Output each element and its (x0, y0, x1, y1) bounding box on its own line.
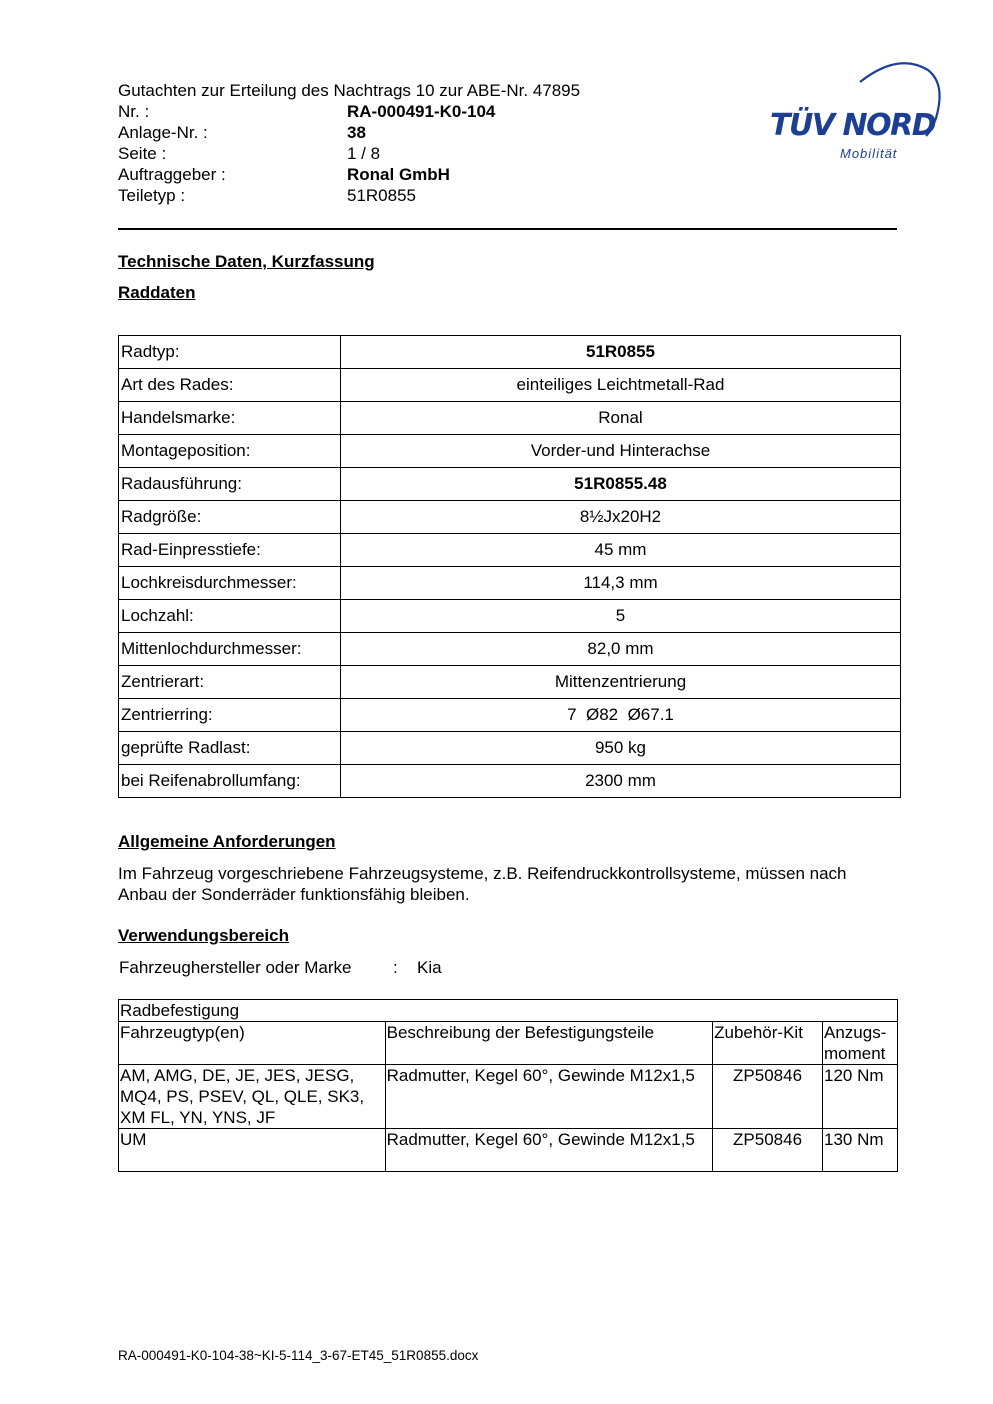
table-row (119, 633, 901, 666)
table-row (119, 699, 901, 732)
table-value: Vorder-und Hinterachse (341, 435, 901, 468)
beschreibung-cell: Radmutter, Kegel 60°, Gewinde M12x1,5 (385, 1129, 712, 1172)
anforderungen-text: Im Fahrzeug vorgeschriebene Fahrzeugsysteme, z.B. Reifendruckkontrollsysteme, müssen nach Anbau der Sonderräder funktionsfähig bleiben. (118, 864, 847, 904)
raddaten-heading: Raddaten (118, 283, 196, 302)
table-header-row (119, 1022, 898, 1065)
table-row (119, 369, 901, 402)
kit-cell: ZP50846 (713, 1065, 823, 1129)
header-value: RA-000491-K0-104 (347, 102, 496, 121)
verwendung-value: Kia (417, 958, 442, 977)
table-value: 950 kg (341, 732, 901, 765)
table-key: Zentrierring: (119, 699, 341, 732)
header-label: Seite : (118, 144, 167, 163)
table-row (119, 765, 901, 798)
table-row (119, 336, 901, 369)
header-divider (118, 228, 897, 230)
column-header: Zubehör-Kit (713, 1022, 823, 1065)
fahrzeugtyp-cell: UM (119, 1129, 386, 1172)
table-value: 51R0855 (341, 336, 901, 369)
table-key: Rad-Einpresstiefe: (119, 534, 341, 567)
table-value: Mittenzentrierung (341, 666, 901, 699)
column-header: Beschreibung der Befestigungsteile (385, 1022, 712, 1065)
header-value: 1 / 8 (347, 144, 381, 163)
moment-cell: 130 Nm (823, 1129, 898, 1172)
table-row (119, 468, 901, 501)
anforderungen-heading: Allgemeine Anforderungen (118, 832, 336, 851)
table-key: Montageposition: (119, 435, 341, 468)
radbefestigung-table (118, 999, 898, 1172)
header-row-teiletyp (118, 185, 618, 206)
table-key: Radgröße: (119, 501, 341, 534)
section-title: Technische Daten, Kurzfassung (118, 252, 375, 271)
verwendung-label: Fahrzeughersteller oder Marke (119, 958, 352, 977)
header-value: Ronal GmbH (347, 165, 450, 184)
header-label: Nr. : (118, 102, 150, 121)
header-value: 38 (347, 123, 366, 142)
table-value: 82,0 mm (341, 633, 901, 666)
table-row (119, 1065, 898, 1129)
beschreibung-cell: Radmutter, Kegel 60°, Gewinde M12x1,5 (385, 1065, 712, 1129)
table-value: 7 Ø82 Ø67.1 (341, 699, 901, 732)
table-key: Lochkreisdurchmesser: (119, 567, 341, 600)
column-header: Anzugs-moment (823, 1022, 898, 1065)
table-value: 2300 mm (341, 765, 901, 798)
table-row (119, 666, 901, 699)
table-row (119, 1129, 898, 1172)
tuv-nord-logo (768, 58, 948, 168)
table-value: 8½Jx20H2 (341, 501, 901, 534)
table-key: geprüfte Radlast: (119, 732, 341, 765)
table-row (119, 435, 901, 468)
table-row (119, 600, 901, 633)
table-value: einteiliges Leichtmetall-Rad (341, 369, 901, 402)
table-key: Radtyp: (119, 336, 341, 369)
table-key: Zentrierart: (119, 666, 341, 699)
table-title-row (119, 1000, 898, 1022)
verwendung-heading: Verwendungsbereich (118, 926, 289, 945)
table-value: 51R0855.48 (341, 468, 901, 501)
header-value: 51R0855 (347, 186, 417, 205)
table-key: bei Reifenabrollumfang: (119, 765, 341, 798)
header-row-seite (118, 143, 618, 164)
header-label: Anlage-Nr. : (118, 123, 208, 142)
table-key: Lochzahl: (119, 600, 341, 633)
table-key: Handelsmarke: (119, 402, 341, 435)
table-key: Mittenlochdurchmesser: (119, 633, 341, 666)
logo-brand: TÜV NORD (770, 108, 936, 143)
table-row (119, 567, 901, 600)
header-row-auftraggeber (118, 164, 618, 185)
header-row-nr (118, 101, 618, 122)
moment-cell: 120 Nm (823, 1065, 898, 1129)
table-row (119, 402, 901, 435)
table-row (119, 534, 901, 567)
table-key: Art des Rades: (119, 369, 341, 402)
header-label: Teiletyp : (118, 186, 186, 205)
table-row (119, 732, 901, 765)
table-value: 5 (341, 600, 901, 633)
logo-subtitle: Mobilität (840, 146, 898, 161)
fahrzeugtyp-cell: AM, AMG, DE, JE, JES, JESG, MQ4, PS, PSEV, QL, QLE, SK3, XM FL, YN, YNS, JF (119, 1065, 386, 1129)
table-key: Radausführung: (119, 468, 341, 501)
column-header: Fahrzeugtyp(en) (119, 1022, 386, 1065)
table-title: Radbefestigung (119, 1000, 898, 1022)
kit-cell: ZP50846 (713, 1129, 823, 1172)
table-value: Ronal (341, 402, 901, 435)
header-label: Auftraggeber : (118, 165, 226, 184)
raddaten-table (118, 335, 901, 798)
verwendung-separator: : (393, 958, 398, 977)
table-value: 45 mm (341, 534, 901, 567)
header-row-anlage (118, 122, 618, 143)
footer-filename: RA-000491-K0-104-38~KI-5-114_3-67-ET45_51R0855.docx (118, 1348, 479, 1363)
table-value: 114,3 mm (341, 567, 901, 600)
table-row (119, 501, 901, 534)
document-title: Gutachten zur Erteilung des Nachtrags 10 zur ABE-Nr. 47895 (118, 81, 581, 100)
